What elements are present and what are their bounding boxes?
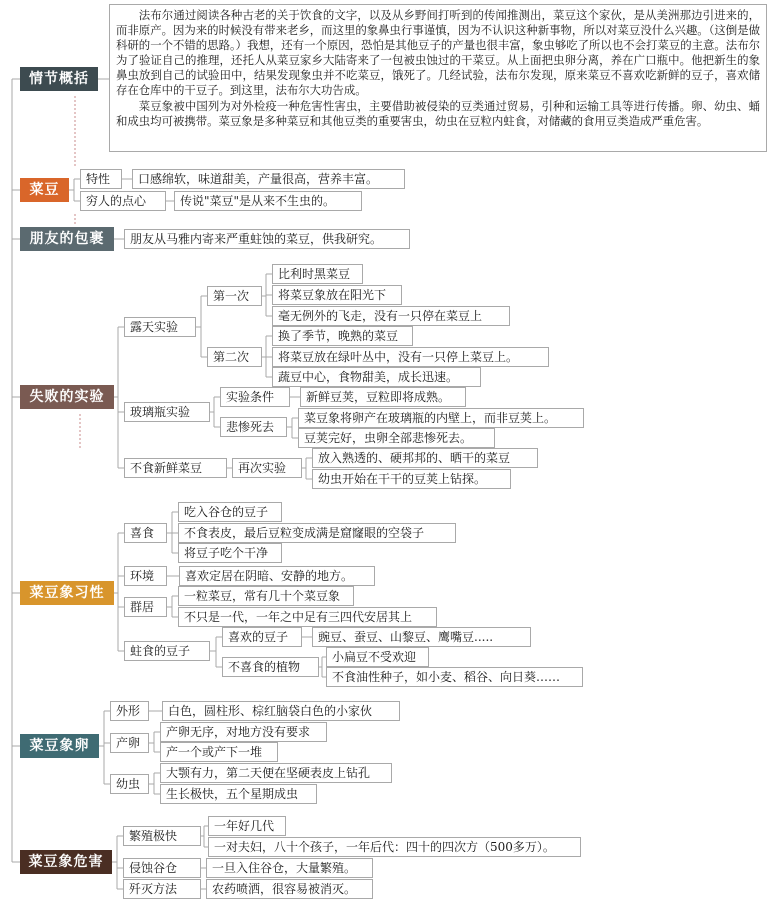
- topic-bean[interactable]: 菜豆: [20, 178, 69, 202]
- topic-intro[interactable]: 情节概括: [20, 67, 98, 91]
- egg-laying[interactable]: 产卵: [110, 733, 149, 753]
- experiment-conditions[interactable]: 实验条件: [220, 387, 290, 407]
- death-item-2[interactable]: 豆荚完好，虫卵全部悲惨死去。: [298, 428, 495, 448]
- fast-breeding[interactable]: 繁殖极快: [123, 826, 201, 846]
- laying-item-2[interactable]: 产一个或产下一堆: [160, 742, 278, 762]
- liked-beans-text[interactable]: 豌豆、蚕豆、山黎豆、鹰嘴豆.....: [312, 627, 531, 647]
- topic-weevil-harm[interactable]: 菜豆象危害: [20, 850, 112, 874]
- topic-parcel[interactable]: 朋友的包裹: [20, 227, 114, 251]
- retry-item-2[interactable]: 幼虫开始在干干的豆荚上钻探。: [312, 469, 511, 489]
- topic-weevil-habits[interactable]: 菜豆象习性: [20, 581, 114, 605]
- environment-text[interactable]: 喜欢定居在阴暗、安静的地方。: [179, 566, 375, 586]
- bean-feature-label[interactable]: 特性: [80, 169, 122, 189]
- intro-paragraph-1: 法布尔通过阅读各种古老的关于饮食的文字，以及从乡野间打听到的传闻推测出，菜豆这个家伙，是从美洲那边引进来的，而非原产。因为来的时候没有带来老乡，而这里的象鼻虫行事谨慎，因为不认识这种新事物，所以对菜豆没什么兴趣。（这倒是做科研的一个不错的思路。）我想，还有一个原因，恐怕是其他豆子的产量也很丰富，象虫够吃了所以也不会打菜豆的主意。法布尔为了验证自己的推理，还托人从菜豆家乡大陆寄来了一包被虫蚀过的干菜豆。从上面把虫卵分离，养在广口瓶中。他把新生的象鼻虫放到自己的试验田中，结果发现象虫并不吃菜豆，饿死了。几经试验，法布尔发现，原来菜豆不喜欢吃新鲜的豆子，喜欢储存在仓库中的干豆子。到这里，法布尔大功告成。: [116, 8, 760, 98]
- retry-experiment[interactable]: 再次实验: [232, 458, 302, 478]
- no-fresh-beans[interactable]: 不食新鲜菜豆: [124, 458, 227, 478]
- retry-item-1[interactable]: 放入熟透的、硬邦邦的、晒干的菜豆: [312, 448, 538, 468]
- breed-item-2[interactable]: 一对夫妇，八十个孩子，一年后代：四十的四次方（500多万）。: [208, 837, 581, 857]
- group-item-1[interactable]: 一粒菜豆，常有几十个菜豆象: [178, 586, 354, 606]
- larva[interactable]: 幼虫: [110, 774, 149, 794]
- food-item-1[interactable]: 吃入谷仓的豆子: [178, 502, 282, 522]
- open-air-experiment[interactable]: 露天实验: [124, 317, 196, 337]
- invade-barn[interactable]: 侵蚀谷仓: [123, 858, 201, 878]
- larva-item-1[interactable]: 大颚有力，第二天便在坚硬表皮上钻孔: [160, 763, 392, 783]
- egg-shape-text[interactable]: 白色，圆柱形、棕红脑袋白色的小家伙: [162, 701, 400, 721]
- egg-shape[interactable]: 外形: [110, 701, 149, 721]
- laying-item-1[interactable]: 产卵无序，对地方没有要求: [160, 722, 327, 742]
- death-item-1[interactable]: 菜豆象将卵产在玻璃瓶的内壁上，而非豆荚上。: [298, 408, 584, 428]
- breed-item-1[interactable]: 一年好几代: [208, 816, 286, 836]
- bean-hope-text[interactable]: 传说"菜豆"是从来不生虫的。: [174, 191, 362, 211]
- disliked-item-2[interactable]: 不食油性种子，如小麦、稻谷、向日葵……: [326, 667, 583, 687]
- jar-experiment[interactable]: 玻璃瓶实验: [124, 402, 210, 422]
- parcel-text[interactable]: 朋友从马雅内寄来严重蛀蚀的菜豆，供我研究。: [124, 229, 410, 249]
- habit-group-living[interactable]: 群居: [124, 597, 167, 617]
- second-item-3[interactable]: 蔬豆中心，食物甜美，成长迅速。: [272, 367, 481, 387]
- bean-hope-label[interactable]: 穷人的点心: [80, 191, 166, 211]
- invade-text[interactable]: 一旦入住谷仓，大量繁殖。: [206, 858, 373, 878]
- extermination-method[interactable]: 歼灭方法: [123, 879, 201, 899]
- extermination-text[interactable]: 农药喷洒，很容易被消灭。: [206, 879, 373, 899]
- liked-beans[interactable]: 喜欢的豆子: [222, 627, 302, 647]
- topic-failed-experiments[interactable]: 失败的实验: [20, 385, 114, 409]
- disliked-plants[interactable]: 不喜食的植物: [222, 657, 319, 677]
- second-item-2[interactable]: 将菜豆放在绿叶丛中，没有一只停上菜豆上。: [272, 347, 549, 367]
- topic-weevil-egg[interactable]: 菜豆象卵: [20, 734, 99, 758]
- eaten-beans[interactable]: 蛀食的豆子: [124, 641, 210, 661]
- intro-paragraph-2: 菜豆象被中国列为对外检疫一种危害性害虫，主要借助被侵染的豆类通过贸易，引种和运输工具等进行传播。卵、幼虫、蛹和成虫均可被携带。菜豆象是多种菜豆和其他豆类的重要害虫，幼虫在豆粒内蛀食，对储藏的食用豆类造成严重危害。: [116, 98, 760, 128]
- intro-textbox: [109, 4, 767, 152]
- tragic-death[interactable]: 悲惨死去: [220, 417, 287, 437]
- second-attempt[interactable]: 第二次: [207, 347, 262, 367]
- food-item-3[interactable]: 将豆子吃个干净: [178, 543, 282, 563]
- food-item-2[interactable]: 不食表皮，最后豆粒变成满是窟窿眼的空袋子: [178, 523, 456, 543]
- larva-item-2[interactable]: 生长极快，五个星期成虫: [160, 784, 317, 804]
- group-item-2[interactable]: 不只是一代，一年之中足有三四代安居其上: [178, 607, 437, 627]
- conditions-text[interactable]: 新鲜豆荚，豆粒即将成熟。: [300, 387, 466, 407]
- disliked-item-1[interactable]: 小扁豆不受欢迎: [326, 647, 429, 667]
- first-item-2[interactable]: 将菜豆象放在阳光下: [272, 285, 402, 305]
- bean-feature-text[interactable]: 口感绵软，味道甜美，产量很高，营养丰富。: [132, 169, 405, 189]
- second-item-1[interactable]: 换了季节，晚熟的菜豆: [272, 326, 413, 346]
- habit-food[interactable]: 喜食: [124, 523, 167, 543]
- first-attempt[interactable]: 第一次: [207, 286, 262, 306]
- first-item-1[interactable]: 比利时黑菜豆: [272, 264, 363, 284]
- first-item-3[interactable]: 毫无例外的飞走，没有一只停在菜豆上: [272, 306, 510, 326]
- habit-environment[interactable]: 环境: [124, 566, 167, 586]
